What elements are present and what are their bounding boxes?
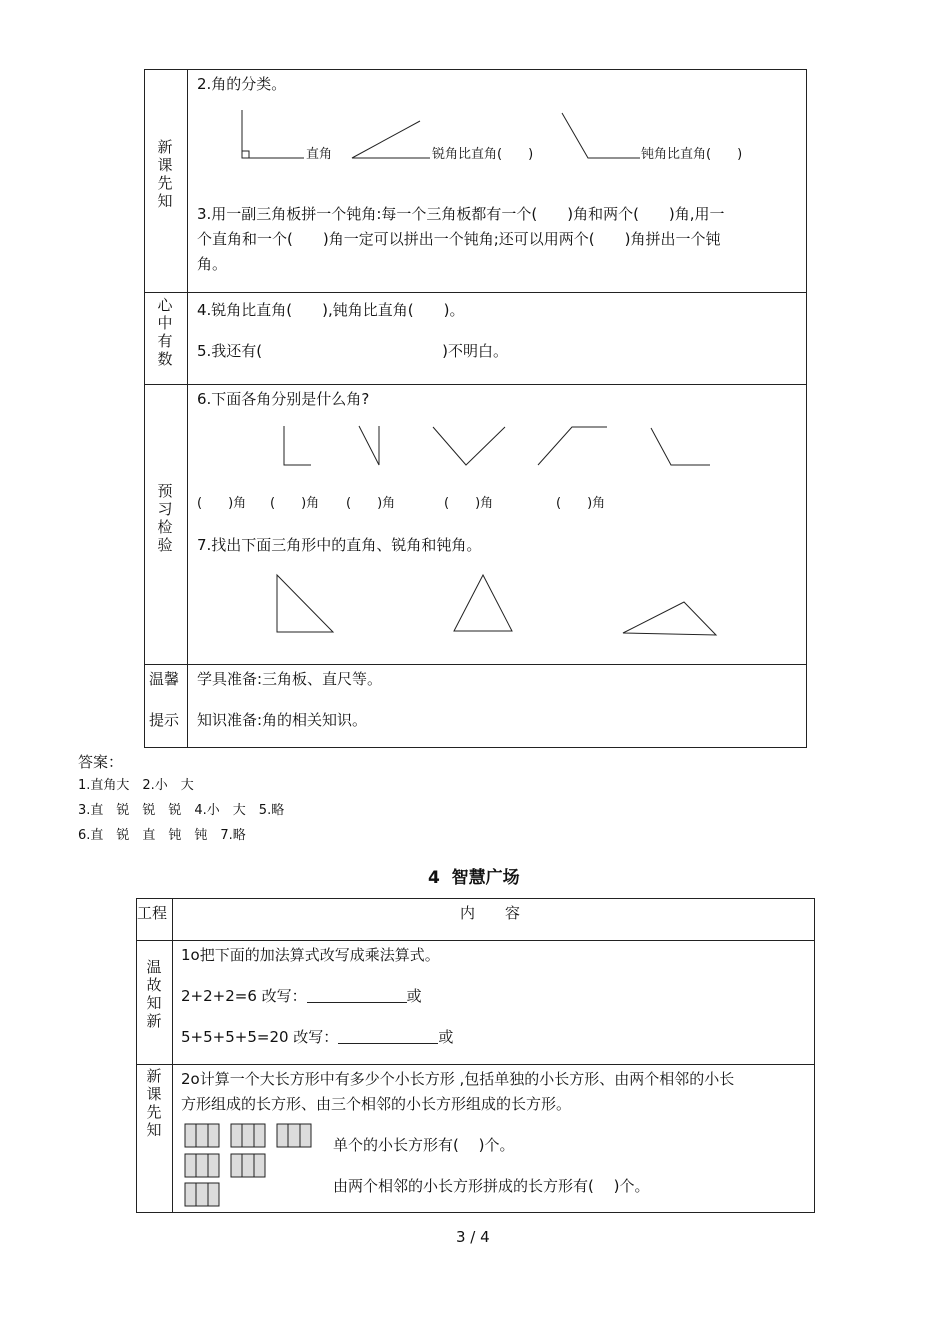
q2-title: 2.角的分类。 xyxy=(197,75,287,93)
section-label-yuxi: 预习检验 xyxy=(157,482,173,554)
q3-line-2: 个直角和一个( )角一定可以拼出一个钝角;还可以用两个( )角拼出一个钝 xyxy=(197,230,721,248)
q6-answer-3: ( )角 xyxy=(346,496,396,511)
section-label-xinzhong: 心中有数 xyxy=(157,296,173,368)
s4-q2-double: 由两个相邻的小长方形拼成的长方形有( )个。 xyxy=(333,1177,650,1195)
section-label-xinke-2: 新课先知 xyxy=(146,1067,162,1139)
s4-q1-line-1-suffix: 或 xyxy=(406,987,422,1005)
q6-answer-1: ( )角 xyxy=(197,496,247,511)
q7: 7.找出下面三角形中的直角、锐角和钝角。 xyxy=(197,536,482,554)
section-label-wengu: 温故知新 xyxy=(146,958,162,1030)
s4-q1-line-1-prefix: 2+2+2=6 改写： xyxy=(181,987,307,1005)
q6-title: 6.下面各角分别是什么角? xyxy=(197,390,370,408)
label-right-angle: 直角 xyxy=(306,147,333,162)
answers-line-1: 1.直角大 2.小 大 xyxy=(78,778,194,793)
section-4-title: 4 智慧广场 xyxy=(428,868,520,888)
header-content: 内 容 xyxy=(460,904,521,922)
s4-q2-line-2: 方形组成的长方形、由三个相邻的小长方形组成的长方形。 xyxy=(181,1095,572,1113)
q6-answer-5: ( )角 xyxy=(556,496,606,511)
s4-q2-single: 单个的小长方形有( )个。 xyxy=(333,1136,515,1154)
s4-q1-line-2-suffix: 或 xyxy=(438,1028,454,1046)
q4: 4.锐角比直角( ),钝角比直角( )。 xyxy=(197,301,465,319)
s4-q2-line-1: 2o计算一个大长方形中有多少个小长方形 ,包括单独的小长方形、由两个相邻的小长 xyxy=(181,1070,735,1088)
q3-line-1: 3.用一副三角板拼一个钝角:每一个三角板都有一个( )角和两个( )角,用一 xyxy=(197,205,725,223)
section-label-xinke: 新课先知 xyxy=(157,138,173,210)
s4-q1-title: 1o把下面的加法算式改写成乘法算式。 xyxy=(181,946,440,964)
tip-tools: 学具准备:三角板、直尺等。 xyxy=(197,670,383,688)
tip-knowledge: 知识准备:角的相关知识。 xyxy=(197,711,368,729)
page-number: 3 / 4 xyxy=(456,1228,490,1246)
q6-answer-4: ( )角 xyxy=(444,496,494,511)
answers-line-2: 3.直 锐 锐 锐 4.小 大 5.略 xyxy=(78,803,285,818)
q6-answer-2: ( )角 xyxy=(270,496,320,511)
header-project: 工程 xyxy=(137,904,168,922)
answers-heading: 答案： xyxy=(78,753,124,771)
label-obtuse-angle: 钝角比直角( ) xyxy=(641,147,743,162)
q5: 5.我还有( )不明白。 xyxy=(197,342,509,360)
label-acute-angle: 锐角比直角( ) xyxy=(432,147,534,162)
answers-line-3: 6.直 锐 直 钝 钝 7.略 xyxy=(78,828,246,843)
section-label-wenxin-2: 提示 xyxy=(149,711,180,729)
section-label-wenxin-1: 温馨 xyxy=(149,670,180,688)
q3-line-3: 角。 xyxy=(197,255,228,273)
s4-q1-line-2-prefix: 5+5+5+5=20 改写： xyxy=(181,1028,339,1046)
